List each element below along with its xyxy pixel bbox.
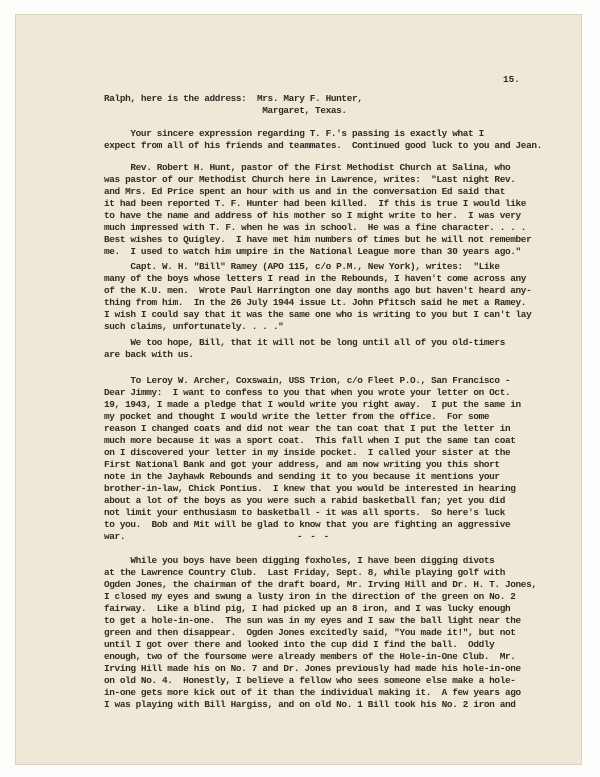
text-line: to get a hole-in-one. The sun was in my eyes and I saw the ball light near the	[104, 615, 521, 626]
text-line: to you. Bob and Mit will be glad to know that you are fighting an aggressive	[104, 519, 511, 530]
text-line: note in the Jayhawk Rebounds and sending it to you because it mentions your	[104, 471, 500, 482]
text-line: Rev. Robert H. Hunt, pastor of the First Methodist Church at Salina, who	[104, 162, 511, 173]
text-line: much impressed with T. F. when he was in school. He was a fine character. . . .	[104, 222, 527, 233]
text-line: While you boys have been digging foxholes, I have been digging divots	[104, 555, 495, 566]
page-number: 15.	[503, 74, 520, 85]
text-line: are back with us.	[104, 349, 194, 360]
text-line: Irving Hill made his on No. 7 and Dr. Jones previously had made his hole-in-one	[104, 663, 521, 674]
text-line: Your sincere expression regarding T. F.'s passing is exactly what I	[104, 128, 484, 139]
text-line: Ralph, here is the address: Mrs. Mary F. Hunter,	[104, 93, 363, 104]
text-line: green and then disappear. Ogden Jones excitedly said, "You made it!", but not	[104, 627, 516, 638]
text-line: of the K.U. men. Wrote Paul Harrington one day months ago but haven't heard any-	[104, 285, 532, 296]
text-line: I was playing with Bill Hargiss, and on old No. 1 Bill took his No. 2 iron and	[104, 699, 516, 710]
text-line: to have the name and address of his mother so I might write to her. I was very	[104, 210, 521, 221]
text-line: many of the boys whose letters I read in the Rebounds, I haven't come across any	[104, 273, 527, 284]
text-line: First National Bank and got your address, and am now writing you this short	[104, 459, 500, 470]
text-line: thing from him. In the 26 July 1944 issue Lt. John Pfitsch said he met a Ramey.	[104, 297, 527, 308]
text-line: was pastor of our Methodist Church here in Lawrence, writes: "Last night Rev.	[104, 174, 516, 185]
text-line: I closed my eyes and swung a lusty iron in the direction of the green on No. 2	[104, 591, 516, 602]
text-line: Capt. W. H. "Bill" Ramey (APO 115, c/o P.M., New York), writes: "Like	[104, 261, 500, 272]
text-line: such claims, unfortunately. . . ."	[104, 321, 284, 332]
text-line: To Leroy W. Archer, Coxswain, USS Trion, c/o Fleet P.O., San Francisco -	[104, 375, 511, 386]
text-line: until I got over there and looked into the cup did I find the ball. Oddly	[104, 639, 495, 650]
text-line: brother-in-law, Chick Pontius. I knew that you would be interested in hearing	[104, 483, 516, 494]
text-line: about a lot of the boys as you were such a rabid basketball fan; yet you did	[104, 495, 505, 506]
text-line: I wish I could say that it was the same one who is writing to you but I can't lay	[104, 309, 532, 320]
text-line: Best wishes to Quigley. I have met him numbers of times but he will not remember	[104, 234, 532, 245]
text-line: not limit your enthusiasm to basketball - it was all sports. So here's luck	[104, 507, 505, 518]
text-line: Margaret, Texas.	[104, 105, 347, 116]
text-line: on I discovered your letter in my inside pocket. I called your sister at the	[104, 447, 511, 458]
text-line: fairway. Like a blind pig, I had picked up an 8 iron, and I was lucky enough	[104, 603, 511, 614]
text-line: expect from all of his friends and teammates. Continued good luck to you and Jean.	[104, 140, 542, 151]
text-line: in-one gets more kick out of it than the individual making it. A few years ago	[104, 687, 521, 698]
text-line: reason I changed coats and did not wear the tan coat that I put the letter in	[104, 423, 511, 434]
text-line: my pocket and thought I would write the letter from the office. For some	[104, 411, 490, 422]
text-line: and Mrs. Ed Price spent an hour with us and in the conversation Ed said that	[104, 186, 505, 197]
text-line: much more because it was a sport coat. This fall when I put the same tan coat	[104, 435, 516, 446]
text-line: We too hope, Bill, that it will not be long until all of you old-timers	[104, 337, 505, 348]
text-line: Dear Jimmy: I want to confess to you that when you wrote your letter on Oct.	[104, 387, 511, 398]
text-line: on old No. 4. Honestly, I believe a fellow who sees someone else make a hole-	[104, 675, 516, 686]
text-line: at the Lawrence Country Club. Last Friday, Sept. 8, while playing golf with	[104, 567, 505, 578]
text-line: enough, two of the foursome were already members of the Hole-in-One Club. Mr.	[104, 651, 516, 662]
text-line: me. I used to watch him umpire in the National League more than 30 years ago."	[104, 246, 521, 257]
text-line: Ogden Jones, the chairman of the draft board, Mr. Irving Hill and Dr. H. T. Jones,	[104, 579, 537, 590]
text-line: it had been reported T. F. Hunter had been killed. If this is true I would like	[104, 198, 527, 209]
text-line: 19, 1943, I made a pledge that I would write you right away. I put the same in	[104, 399, 521, 410]
section-divider: - - -	[297, 531, 331, 542]
text-line: war.	[104, 531, 126, 542]
